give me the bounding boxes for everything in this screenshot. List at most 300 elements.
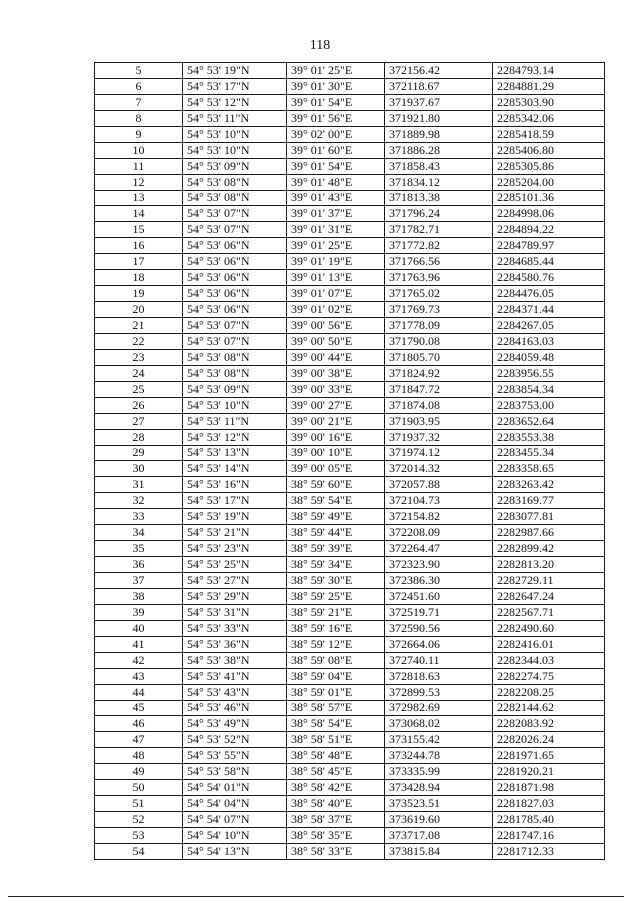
table-row (95, 620, 605, 636)
y-coordinate-cell: 2281827.03 (493, 796, 605, 812)
table-row (95, 142, 605, 158)
point-number-cell: 44 (95, 684, 183, 700)
x-coordinate-cell: 371903.95 (385, 413, 493, 429)
point-number-cell: 38 (95, 588, 183, 604)
longitude-cell: 39° 01' 25"E (287, 238, 385, 254)
y-coordinate-cell: 2284685.44 (493, 254, 605, 270)
x-coordinate-cell: 372156.42 (385, 63, 493, 79)
point-number-cell: 50 (95, 780, 183, 796)
x-coordinate-cell: 371847.72 (385, 381, 493, 397)
x-coordinate-cell: 371874.08 (385, 397, 493, 413)
latitude-cell: 54° 53' 21"N (183, 525, 287, 541)
table-row (95, 94, 605, 110)
x-coordinate-cell: 373068.02 (385, 716, 493, 732)
point-number-cell: 30 (95, 461, 183, 477)
table-row (95, 668, 605, 684)
longitude-cell: 39° 00' 05"E (287, 461, 385, 477)
bottom-rule (8, 896, 624, 897)
x-coordinate-cell: 372451.60 (385, 588, 493, 604)
longitude-cell: 39° 00' 21"E (287, 413, 385, 429)
latitude-cell: 54° 53' 55"N (183, 748, 287, 764)
y-coordinate-cell: 2284789.97 (493, 238, 605, 254)
x-coordinate-cell: 371921.80 (385, 110, 493, 126)
longitude-cell: 38° 59' 34"E (287, 557, 385, 573)
x-coordinate-cell: 373619.60 (385, 812, 493, 828)
latitude-cell: 54° 53' 49"N (183, 716, 287, 732)
latitude-cell: 54° 53' 07"N (183, 318, 287, 334)
longitude-cell: 39° 01' 56"E (287, 110, 385, 126)
x-coordinate-cell: 371778.09 (385, 318, 493, 334)
point-number-cell: 47 (95, 732, 183, 748)
longitude-cell: 38° 58' 37"E (287, 812, 385, 828)
table-row (95, 604, 605, 620)
point-number-cell: 20 (95, 302, 183, 318)
x-coordinate-cell: 371886.28 (385, 142, 493, 158)
y-coordinate-cell: 2284163.03 (493, 333, 605, 349)
x-coordinate-cell: 372264.47 (385, 541, 493, 557)
table-row (95, 843, 605, 859)
y-coordinate-cell: 2285303.90 (493, 94, 605, 110)
latitude-cell: 54° 53' 08"N (183, 349, 287, 365)
x-coordinate-cell: 371974.12 (385, 445, 493, 461)
y-coordinate-cell: 2285406.80 (493, 142, 605, 158)
y-coordinate-cell: 2282647.24 (493, 588, 605, 604)
table-row (95, 445, 605, 461)
y-coordinate-cell: 2282208.25 (493, 684, 605, 700)
table-row (95, 780, 605, 796)
latitude-cell: 54° 53' 27"N (183, 573, 287, 589)
x-coordinate-cell: 373155.42 (385, 732, 493, 748)
table-row (95, 716, 605, 732)
point-number-cell: 19 (95, 286, 183, 302)
y-coordinate-cell: 2284267.05 (493, 318, 605, 334)
longitude-cell: 39° 00' 56"E (287, 318, 385, 334)
x-coordinate-cell: 372386.30 (385, 573, 493, 589)
table-row (95, 461, 605, 477)
point-number-cell: 36 (95, 557, 183, 573)
longitude-cell: 38° 59' 54"E (287, 493, 385, 509)
x-coordinate-cell: 372323.90 (385, 557, 493, 573)
latitude-cell: 54° 53' 12"N (183, 429, 287, 445)
longitude-cell: 38° 58' 51"E (287, 732, 385, 748)
longitude-cell: 38° 59' 39"E (287, 541, 385, 557)
longitude-cell: 39° 01' 07"E (287, 286, 385, 302)
x-coordinate-cell: 371769.73 (385, 302, 493, 318)
longitude-cell: 39° 00' 44"E (287, 349, 385, 365)
y-coordinate-cell: 2283455.34 (493, 445, 605, 461)
y-coordinate-cell: 2282083.92 (493, 716, 605, 732)
x-coordinate-cell: 373335.99 (385, 764, 493, 780)
y-coordinate-cell: 2282987.66 (493, 525, 605, 541)
table-row (95, 349, 605, 365)
y-coordinate-cell: 2281712.33 (493, 843, 605, 859)
point-number-cell: 21 (95, 318, 183, 334)
point-number-cell: 31 (95, 477, 183, 493)
table-row (95, 652, 605, 668)
point-number-cell: 41 (95, 636, 183, 652)
longitude-cell: 38° 58' 54"E (287, 716, 385, 732)
x-coordinate-cell: 371782.71 (385, 222, 493, 238)
y-coordinate-cell: 2282026.24 (493, 732, 605, 748)
latitude-cell: 54° 53' 07"N (183, 333, 287, 349)
table-row (95, 318, 605, 334)
y-coordinate-cell: 2282729.11 (493, 573, 605, 589)
longitude-cell: 39° 01' 54"E (287, 158, 385, 174)
latitude-cell: 54° 53' 11"N (183, 413, 287, 429)
point-number-cell: 46 (95, 716, 183, 732)
y-coordinate-cell: 2284894.22 (493, 222, 605, 238)
longitude-cell: 39° 02' 00"E (287, 126, 385, 142)
y-coordinate-cell: 2282813.20 (493, 557, 605, 573)
latitude-cell: 54° 53' 41"N (183, 668, 287, 684)
y-coordinate-cell: 2284793.14 (493, 63, 605, 79)
longitude-cell: 38° 58' 45"E (287, 764, 385, 780)
table-row (95, 588, 605, 604)
longitude-cell: 39° 00' 10"E (287, 445, 385, 461)
table-row (95, 110, 605, 126)
x-coordinate-cell: 371763.96 (385, 270, 493, 286)
table-row (95, 254, 605, 270)
point-number-cell: 33 (95, 509, 183, 525)
coordinates-table (94, 62, 605, 860)
longitude-cell: 38° 59' 08"E (287, 652, 385, 668)
point-number-cell: 40 (95, 620, 183, 636)
table-row (95, 222, 605, 238)
latitude-cell: 54° 53' 10"N (183, 397, 287, 413)
x-coordinate-cell: 372899.53 (385, 684, 493, 700)
y-coordinate-cell: 2285204.00 (493, 174, 605, 190)
x-coordinate-cell: 371858.43 (385, 158, 493, 174)
latitude-cell: 54° 54' 07"N (183, 812, 287, 828)
y-coordinate-cell: 2283169.77 (493, 493, 605, 509)
point-number-cell: 11 (95, 158, 183, 174)
table-row (95, 636, 605, 652)
x-coordinate-cell: 372664.06 (385, 636, 493, 652)
longitude-cell: 38° 58' 57"E (287, 700, 385, 716)
y-coordinate-cell: 2284476.05 (493, 286, 605, 302)
longitude-cell: 39° 01' 13"E (287, 270, 385, 286)
y-coordinate-cell: 2285305.86 (493, 158, 605, 174)
latitude-cell: 54° 53' 08"N (183, 174, 287, 190)
x-coordinate-cell: 371889.98 (385, 126, 493, 142)
latitude-cell: 54° 53' 07"N (183, 206, 287, 222)
longitude-cell: 38° 59' 30"E (287, 573, 385, 589)
longitude-cell: 39° 00' 33"E (287, 381, 385, 397)
latitude-cell: 54° 53' 58"N (183, 764, 287, 780)
longitude-cell: 38° 59' 44"E (287, 525, 385, 541)
x-coordinate-cell: 373717.08 (385, 828, 493, 844)
page-number: 118 (309, 38, 331, 53)
x-coordinate-cell: 373815.84 (385, 843, 493, 859)
y-coordinate-cell: 2283553.38 (493, 429, 605, 445)
x-coordinate-cell: 372208.09 (385, 525, 493, 541)
x-coordinate-cell: 371937.32 (385, 429, 493, 445)
latitude-cell: 54° 53' 11"N (183, 110, 287, 126)
table-row (95, 557, 605, 573)
longitude-cell: 38° 59' 01"E (287, 684, 385, 700)
x-coordinate-cell: 372519.71 (385, 604, 493, 620)
x-coordinate-cell: 371813.38 (385, 190, 493, 206)
latitude-cell: 54° 53' 06"N (183, 302, 287, 318)
point-number-cell: 10 (95, 142, 183, 158)
point-number-cell: 35 (95, 541, 183, 557)
longitude-cell: 39° 01' 02"E (287, 302, 385, 318)
y-coordinate-cell: 2285418.59 (493, 126, 605, 142)
x-coordinate-cell: 372104.73 (385, 493, 493, 509)
table-row (95, 796, 605, 812)
table-row (95, 684, 605, 700)
longitude-cell: 39° 00' 38"E (287, 365, 385, 381)
table-row (95, 126, 605, 142)
table-row (95, 812, 605, 828)
latitude-cell: 54° 53' 19"N (183, 63, 287, 79)
point-number-cell: 16 (95, 238, 183, 254)
y-coordinate-cell: 2283358.65 (493, 461, 605, 477)
latitude-cell: 54° 53' 31"N (183, 604, 287, 620)
point-number-cell: 54 (95, 843, 183, 859)
longitude-cell: 39° 01' 48"E (287, 174, 385, 190)
latitude-cell: 54° 53' 08"N (183, 365, 287, 381)
point-number-cell: 27 (95, 413, 183, 429)
point-number-cell: 32 (95, 493, 183, 509)
table-row (95, 206, 605, 222)
x-coordinate-cell: 371772.82 (385, 238, 493, 254)
x-coordinate-cell: 372057.88 (385, 477, 493, 493)
longitude-cell: 38° 58' 35"E (287, 828, 385, 844)
point-number-cell: 5 (95, 63, 183, 79)
latitude-cell: 54° 53' 06"N (183, 270, 287, 286)
y-coordinate-cell: 2283956.55 (493, 365, 605, 381)
point-number-cell: 26 (95, 397, 183, 413)
table-row (95, 302, 605, 318)
point-number-cell: 12 (95, 174, 183, 190)
table-row (95, 286, 605, 302)
longitude-cell: 39° 01' 25"E (287, 63, 385, 79)
y-coordinate-cell: 2282274.75 (493, 668, 605, 684)
y-coordinate-cell: 2283652.64 (493, 413, 605, 429)
table-row (95, 541, 605, 557)
y-coordinate-cell: 2284580.76 (493, 270, 605, 286)
point-number-cell: 17 (95, 254, 183, 270)
table-row (95, 63, 605, 79)
point-number-cell: 37 (95, 573, 183, 589)
y-coordinate-cell: 2283854.34 (493, 381, 605, 397)
longitude-cell: 39° 00' 50"E (287, 333, 385, 349)
longitude-cell: 38° 58' 48"E (287, 748, 385, 764)
latitude-cell: 54° 53' 06"N (183, 254, 287, 270)
table-row (95, 381, 605, 397)
point-number-cell: 43 (95, 668, 183, 684)
x-coordinate-cell: 372740.11 (385, 652, 493, 668)
x-coordinate-cell: 371796.24 (385, 206, 493, 222)
latitude-cell: 54° 53' 25"N (183, 557, 287, 573)
latitude-cell: 54° 54' 04"N (183, 796, 287, 812)
latitude-cell: 54° 53' 09"N (183, 381, 287, 397)
x-coordinate-cell: 373428.94 (385, 780, 493, 796)
y-coordinate-cell: 2281871.98 (493, 780, 605, 796)
point-number-cell: 51 (95, 796, 183, 812)
point-number-cell: 24 (95, 365, 183, 381)
y-coordinate-cell: 2283263.42 (493, 477, 605, 493)
y-coordinate-cell: 2284059.48 (493, 349, 605, 365)
table-row (95, 333, 605, 349)
point-number-cell: 53 (95, 828, 183, 844)
longitude-cell: 38° 59' 25"E (287, 588, 385, 604)
table-row (95, 764, 605, 780)
longitude-cell: 39° 01' 54"E (287, 94, 385, 110)
point-number-cell: 6 (95, 78, 183, 94)
table-row (95, 397, 605, 413)
latitude-cell: 54° 53' 06"N (183, 238, 287, 254)
point-number-cell: 52 (95, 812, 183, 828)
latitude-cell: 54° 53' 16"N (183, 477, 287, 493)
y-coordinate-cell: 2282416.01 (493, 636, 605, 652)
x-coordinate-cell: 372982.69 (385, 700, 493, 716)
point-number-cell: 39 (95, 604, 183, 620)
table-row (95, 78, 605, 94)
point-number-cell: 8 (95, 110, 183, 126)
table-row (95, 238, 605, 254)
table-row (95, 493, 605, 509)
point-number-cell: 7 (95, 94, 183, 110)
table-row (95, 158, 605, 174)
longitude-cell: 39° 01' 31"E (287, 222, 385, 238)
point-number-cell: 42 (95, 652, 183, 668)
point-number-cell: 22 (95, 333, 183, 349)
x-coordinate-cell: 371765.02 (385, 286, 493, 302)
y-coordinate-cell: 2283077.81 (493, 509, 605, 525)
x-coordinate-cell: 371766.56 (385, 254, 493, 270)
table-row (95, 413, 605, 429)
table-row (95, 174, 605, 190)
latitude-cell: 54° 53' 23"N (183, 541, 287, 557)
table-row (95, 429, 605, 445)
latitude-cell: 54° 53' 17"N (183, 78, 287, 94)
latitude-cell: 54° 53' 07"N (183, 222, 287, 238)
y-coordinate-cell: 2282144.62 (493, 700, 605, 716)
x-coordinate-cell: 372590.56 (385, 620, 493, 636)
latitude-cell: 54° 53' 52"N (183, 732, 287, 748)
longitude-cell: 39° 01' 30"E (287, 78, 385, 94)
table-row (95, 828, 605, 844)
latitude-cell: 54° 53' 38"N (183, 652, 287, 668)
latitude-cell: 54° 53' 33"N (183, 620, 287, 636)
x-coordinate-cell: 372818.63 (385, 668, 493, 684)
x-coordinate-cell: 372154.82 (385, 509, 493, 525)
longitude-cell: 39° 01' 37"E (287, 206, 385, 222)
table-row (95, 270, 605, 286)
table-row (95, 700, 605, 716)
x-coordinate-cell: 373244.78 (385, 748, 493, 764)
y-coordinate-cell: 2281785.40 (493, 812, 605, 828)
x-coordinate-cell: 371937.67 (385, 94, 493, 110)
y-coordinate-cell: 2282567.71 (493, 604, 605, 620)
y-coordinate-cell: 2281971.65 (493, 748, 605, 764)
latitude-cell: 54° 53' 14"N (183, 461, 287, 477)
point-number-cell: 49 (95, 764, 183, 780)
point-number-cell: 23 (95, 349, 183, 365)
latitude-cell: 54° 53' 46"N (183, 700, 287, 716)
table-row (95, 748, 605, 764)
x-coordinate-cell: 373523.51 (385, 796, 493, 812)
y-coordinate-cell: 2285342.06 (493, 110, 605, 126)
table-row (95, 477, 605, 493)
x-coordinate-cell: 371834.12 (385, 174, 493, 190)
latitude-cell: 54° 54' 01"N (183, 780, 287, 796)
longitude-cell: 38° 59' 16"E (287, 620, 385, 636)
longitude-cell: 38° 59' 60"E (287, 477, 385, 493)
latitude-cell: 54° 53' 12"N (183, 94, 287, 110)
latitude-cell: 54° 53' 19"N (183, 509, 287, 525)
point-number-cell: 15 (95, 222, 183, 238)
table-row (95, 525, 605, 541)
table-row (95, 509, 605, 525)
longitude-cell: 39° 01' 43"E (287, 190, 385, 206)
point-number-cell: 13 (95, 190, 183, 206)
point-number-cell: 18 (95, 270, 183, 286)
table-row (95, 732, 605, 748)
y-coordinate-cell: 2281747.16 (493, 828, 605, 844)
y-coordinate-cell: 2283753.00 (493, 397, 605, 413)
latitude-cell: 54° 53' 36"N (183, 636, 287, 652)
longitude-cell: 38° 59' 12"E (287, 636, 385, 652)
y-coordinate-cell: 2284998.06 (493, 206, 605, 222)
latitude-cell: 54° 54' 13"N (183, 843, 287, 859)
longitude-cell: 38° 58' 40"E (287, 796, 385, 812)
longitude-cell: 38° 58' 33"E (287, 843, 385, 859)
latitude-cell: 54° 53' 06"N (183, 286, 287, 302)
latitude-cell: 54° 53' 10"N (183, 142, 287, 158)
y-coordinate-cell: 2282344.03 (493, 652, 605, 668)
point-number-cell: 28 (95, 429, 183, 445)
x-coordinate-cell: 372118.67 (385, 78, 493, 94)
latitude-cell: 54° 54' 10"N (183, 828, 287, 844)
y-coordinate-cell: 2282899.42 (493, 541, 605, 557)
point-number-cell: 25 (95, 381, 183, 397)
longitude-cell: 38° 59' 21"E (287, 604, 385, 620)
table-row (95, 365, 605, 381)
y-coordinate-cell: 2282490.60 (493, 620, 605, 636)
y-coordinate-cell: 2284881.29 (493, 78, 605, 94)
latitude-cell: 54° 53' 17"N (183, 493, 287, 509)
y-coordinate-cell: 2281920.21 (493, 764, 605, 780)
y-coordinate-cell: 2284371.44 (493, 302, 605, 318)
longitude-cell: 39° 01' 19"E (287, 254, 385, 270)
point-number-cell: 45 (95, 700, 183, 716)
coordinates-table-body (95, 63, 605, 860)
latitude-cell: 54° 53' 10"N (183, 126, 287, 142)
point-number-cell: 34 (95, 525, 183, 541)
longitude-cell: 38° 58' 42"E (287, 780, 385, 796)
longitude-cell: 38° 59' 04"E (287, 668, 385, 684)
point-number-cell: 14 (95, 206, 183, 222)
x-coordinate-cell: 371790.08 (385, 333, 493, 349)
x-coordinate-cell: 372014.32 (385, 461, 493, 477)
x-coordinate-cell: 371805.70 (385, 349, 493, 365)
latitude-cell: 54° 53' 29"N (183, 588, 287, 604)
latitude-cell: 54° 53' 08"N (183, 190, 287, 206)
latitude-cell: 54° 53' 13"N (183, 445, 287, 461)
point-number-cell: 29 (95, 445, 183, 461)
point-number-cell: 9 (95, 126, 183, 142)
longitude-cell: 39° 01' 60"E (287, 142, 385, 158)
latitude-cell: 54° 53' 43"N (183, 684, 287, 700)
point-number-cell: 48 (95, 748, 183, 764)
x-coordinate-cell: 371824.92 (385, 365, 493, 381)
longitude-cell: 39° 00' 27"E (287, 397, 385, 413)
latitude-cell: 54° 53' 09"N (183, 158, 287, 174)
table-row (95, 190, 605, 206)
